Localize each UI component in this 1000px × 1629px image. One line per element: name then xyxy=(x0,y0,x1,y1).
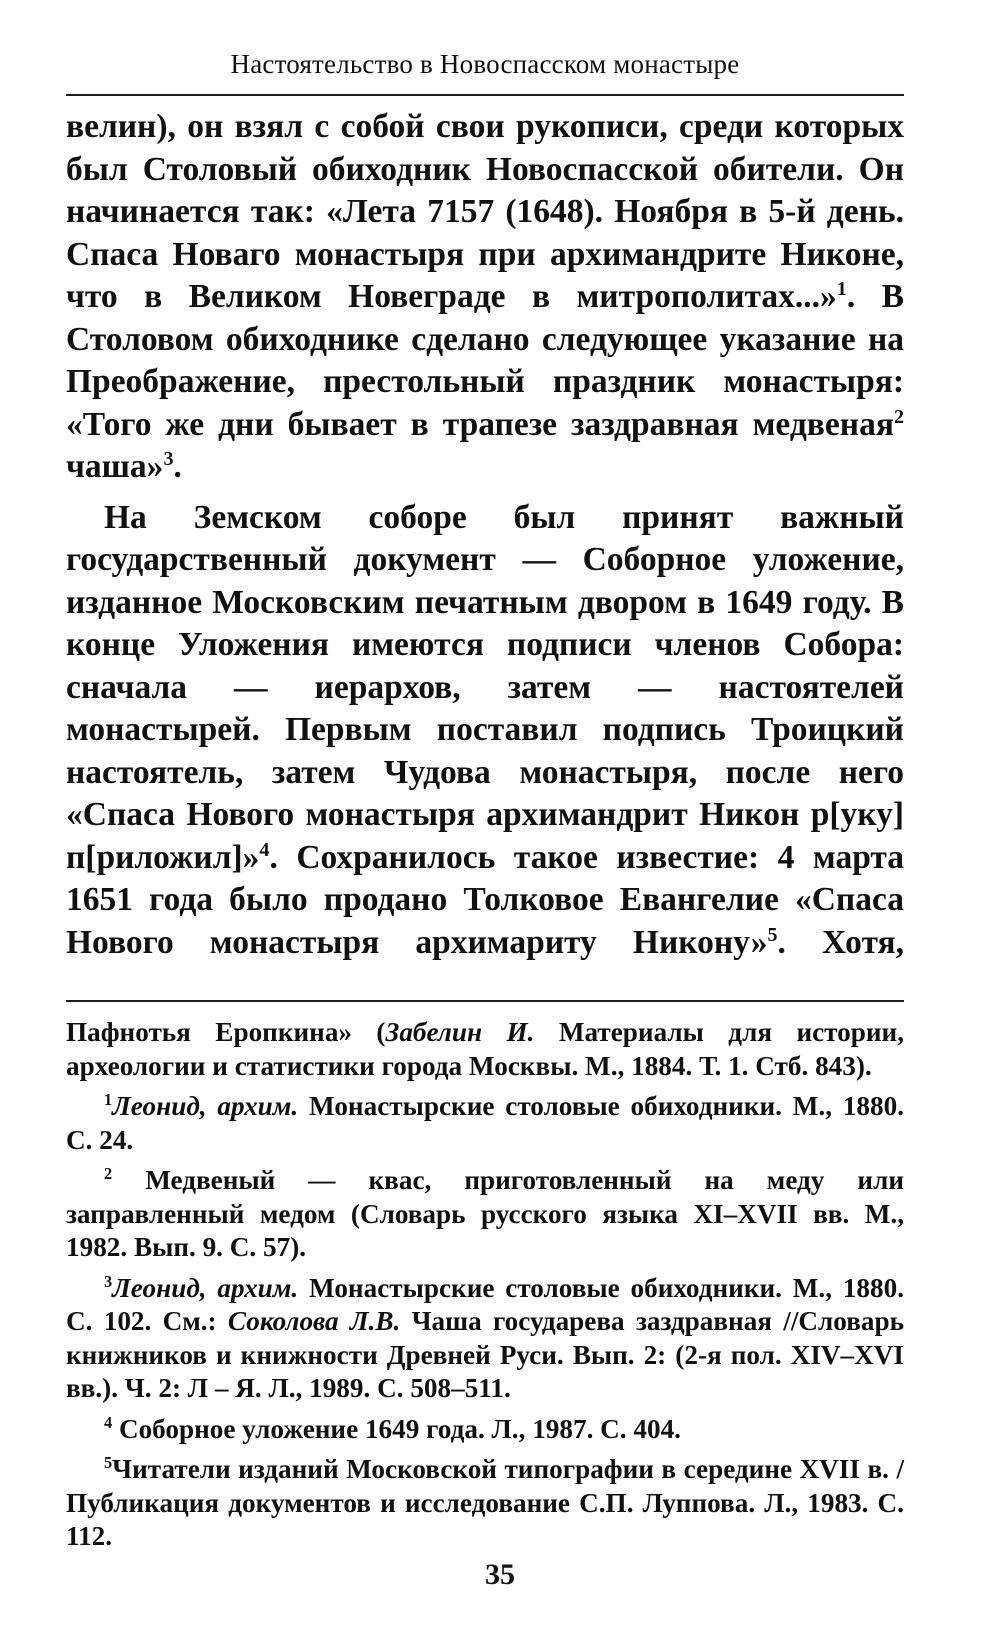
paragraph-2-text: На Земском соборе был принят важный государственный документ — Соборное уложение, изданное Московским печатным двором в 1649 году. В конце Уложения имеются подписи членов Собора: сначала — иерархов, затем — настоятелей монастырей. Первым поставил подпись Троицкий настоятель, затем Чудова монастыря, после него «Спаса Нового монастыря архимандрит Никон р[уку] п[риложил]» xyxy=(66,498,904,876)
paragraph-1-text-b: . В Столовом обиходнике сделано следующее указание на Преображение, престольный праздник монастыря: «Того же дни бывает в трапезе заздравная медвеная xyxy=(66,278,904,443)
paragraph-2-text-c: . Хотя, xyxy=(777,923,905,961)
footnote-3 xyxy=(66,1272,904,1406)
footnote-5-number: 5 xyxy=(104,1452,113,1472)
footnote-1-number: 1 xyxy=(104,1089,113,1109)
footnote-2 xyxy=(66,1164,904,1265)
book-page xyxy=(66,48,904,1561)
running-head: Настоятельство в Новоспасском монастыре xyxy=(66,48,904,96)
footnote-4-text: Соборное уложение 1649 года. Л., 1987. С. 404. xyxy=(112,1413,681,1444)
footnote-2-text: Медвеный — квас, приготовленный на меду или заправленный медом (Словарь русского языка XI–XVII вв. М., 1982. Вып. 9. С. 57). xyxy=(66,1165,904,1262)
paragraph-1-text-d: . xyxy=(173,448,182,485)
footnote-3-text-b: Чаша государева заздравная //Словарь книжников и книжности Древней Руси. Вып. 2: (2-я пол. XIV–XVI вв.). Ч. 2: Л – Я. Л., 1989. С. 508–511. xyxy=(66,1306,904,1403)
page-number: 35 xyxy=(485,1558,515,1591)
paragraph-1 xyxy=(66,106,904,489)
footnote-1-text: Монастырские столовые обиходники. М., 1880. С. 24. xyxy=(66,1091,905,1155)
note-ref-4: 4 xyxy=(259,838,270,861)
footnote-continuation-author: Забелин И. xyxy=(385,1017,535,1047)
footnote-3-author-2: Соколова Л.В. xyxy=(227,1306,401,1336)
main-text xyxy=(66,106,904,964)
footnote-continuation-text-b: Материалы для истории, археологии и статистики города Москвы. М., 1884. Т. 1. Стб. 843). xyxy=(66,1017,905,1081)
footnote-5 xyxy=(66,1453,904,1554)
footnote-1-author: Леонид, архим. xyxy=(112,1091,299,1121)
footnote-divider xyxy=(66,1000,904,1002)
footnote-continuation-text-a: Пафнотья Еропкина» ( xyxy=(66,1017,386,1047)
paragraph-2 xyxy=(66,497,904,965)
footnotes xyxy=(66,1016,904,1554)
note-ref-3: 3 xyxy=(163,447,174,470)
paragraph-2-text-b: . Сохранилось такое известие: 4 марта 1651 года было продано Толковое Евангелие «Спаса Нового монастыря архимариту Никону» xyxy=(66,838,904,961)
footnote-3-text-a: Монастырские столовые обиходники. М., 1880. С. 102. См.: xyxy=(66,1272,905,1336)
footnote-4-number: 4 xyxy=(104,1412,113,1432)
paragraph-1-text: велин), он взял с собой свои рукописи, среди которых был Столовый обиходник Новоспасской обители. Он начинается так: «Лета 7157 (1648). Ноября в 5-й день. Спаса Новаго монастыря при архимандрите Никоне, что в Великом Новеграде в митрополитах...» xyxy=(66,108,904,315)
footnote-2-number: 2 xyxy=(104,1163,113,1183)
footnote-5-text: Читатели изданий Московской типографии в середине XVII в. /Публикация документов и исследование С.П. Луппова. Л., 1983. С. 112. xyxy=(66,1454,904,1551)
footnote-1 xyxy=(66,1090,904,1157)
footnote-3-author: Леонид, архим. xyxy=(112,1272,299,1303)
paragraph-1-text-c: чаша» xyxy=(66,448,164,485)
footnote-3-number: 3 xyxy=(104,1271,113,1291)
note-ref-1: 1 xyxy=(836,277,847,300)
footnote-4 xyxy=(66,1413,904,1447)
note-ref-5: 5 xyxy=(767,923,778,946)
note-ref-2: 2 xyxy=(893,405,904,428)
footnote-continuation xyxy=(66,1016,904,1083)
